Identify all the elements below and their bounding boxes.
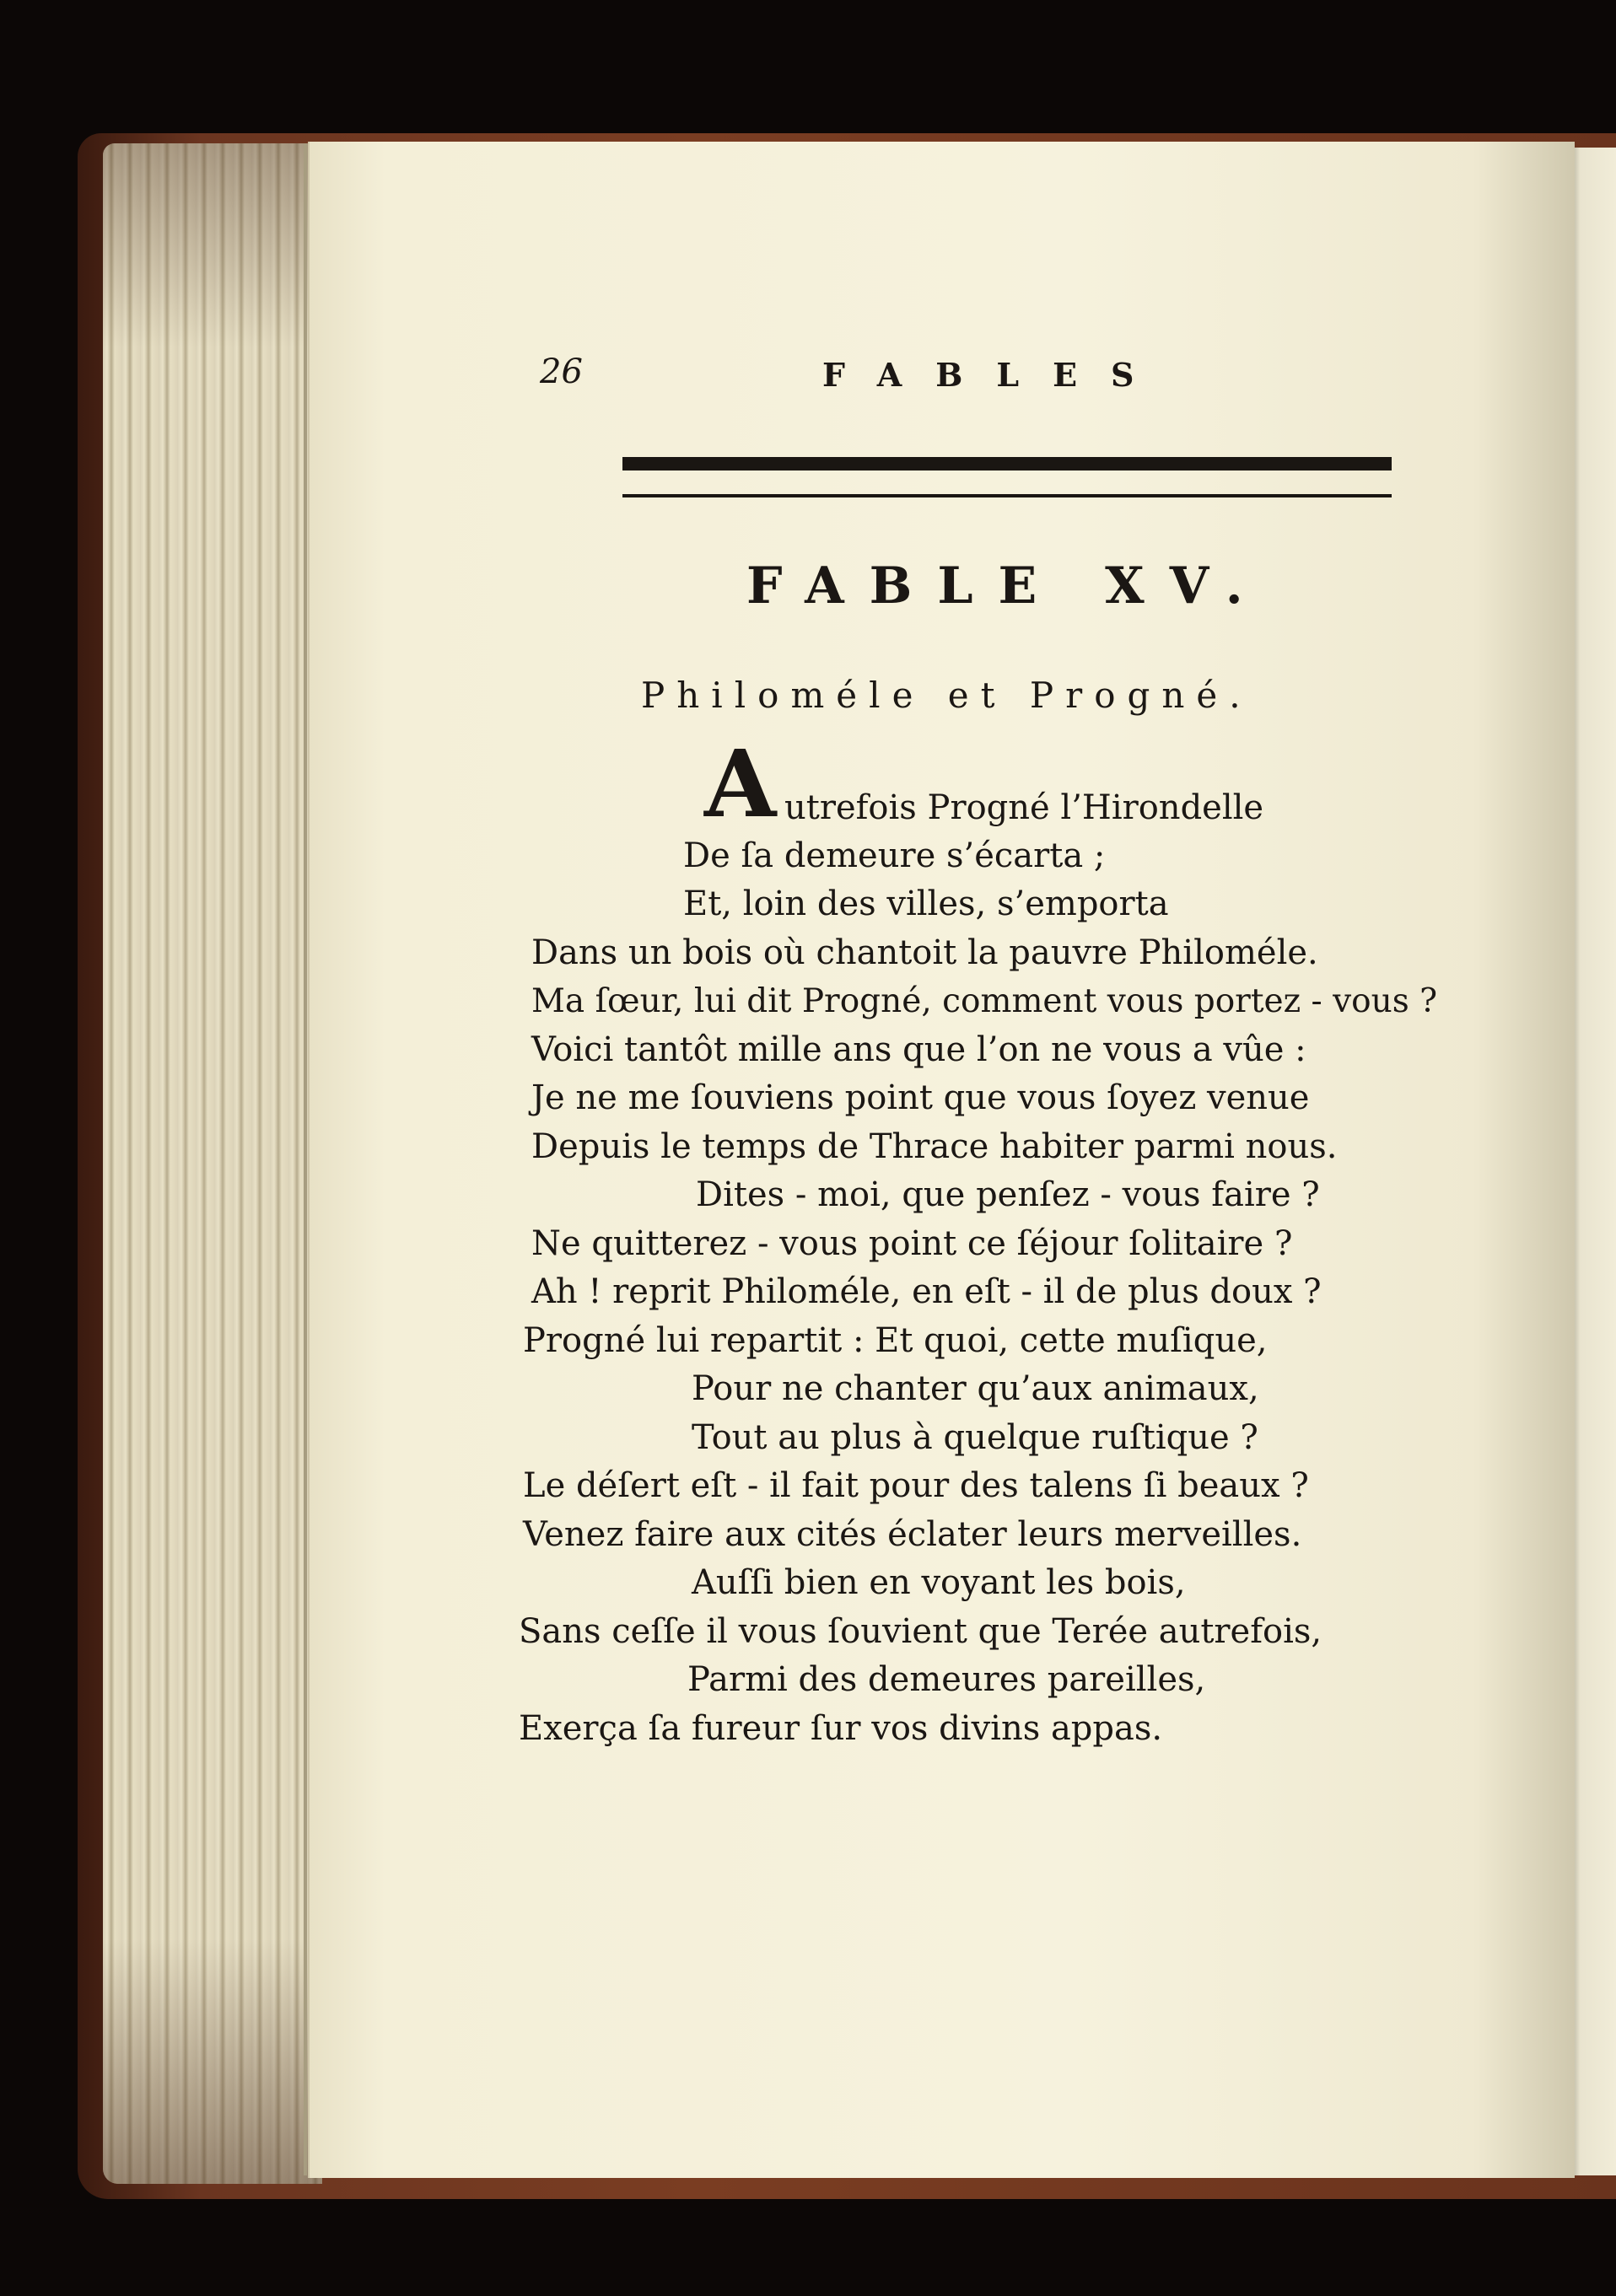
poem-line: Ah ! reprit Philoméle, en eſt - il de plus doux ? xyxy=(531,1272,1322,1311)
poem-line: Sans ceſſe il vous ſouvient que Terée autrefois, xyxy=(519,1612,1322,1651)
poem-line: Dans un bois où chantoit la pauvre Philoméle. xyxy=(531,933,1318,972)
poem-line: Parmi des demeures pareilles, xyxy=(687,1660,1206,1699)
poem-line: Ma ſœur, lui dit Progné, comment vous portez - vous ? xyxy=(531,982,1438,1020)
running-head: FABLES xyxy=(822,356,1168,394)
poem-line: Ne quitterez - vous point ce ſéjour ſolitaire ? xyxy=(531,1224,1293,1263)
poem-line: Progné lui repartit : Et quoi, cette muſique, xyxy=(523,1321,1268,1360)
poem-line: Venez faire aux cités éclater leurs merveilles. xyxy=(523,1515,1302,1554)
page-number: 26 xyxy=(540,352,583,391)
poem-line: Pour ne chanter qu’aux animaux, xyxy=(692,1369,1259,1408)
poem-line: Le déſert eſt - il fait pour des talens ſi beaux ? xyxy=(523,1466,1309,1505)
poem-line: Dites - moi, que penſez - vous faire ? xyxy=(696,1175,1320,1214)
poem-line: Depuis le temps de Thrace habiter parmi nous. xyxy=(531,1127,1338,1166)
fable-title: FABLE XV. xyxy=(746,557,1269,616)
poem-line: utrefois Progné l’Hirondelle xyxy=(784,788,1264,827)
poem-line: Auſſi bien en voyant les bois, xyxy=(692,1563,1186,1602)
poem-line: Je ne me ſouviens point que vous ſoyez venue xyxy=(531,1078,1310,1117)
thick-rule xyxy=(622,457,1392,470)
fable-subtitle: Philoméle et Progné. xyxy=(641,675,1252,716)
poem-line: Et, loin des villes, s’emporta xyxy=(683,885,1169,923)
poem-line: De ſa demeure s’écarta ; xyxy=(683,836,1106,875)
poem-line: Tout au plus à quelque ruſtique ? xyxy=(692,1418,1258,1457)
page-edges-shade xyxy=(103,143,322,2184)
poem-line: Exerça ſa fureur ſur vos divins appas. xyxy=(519,1709,1163,1748)
page-gutter-line xyxy=(304,143,307,2175)
poem-line: Voici tantôt mille ans que l’on ne vous a vûe : xyxy=(531,1030,1306,1069)
thin-rule xyxy=(622,494,1392,497)
drop-cap: A xyxy=(704,729,777,838)
